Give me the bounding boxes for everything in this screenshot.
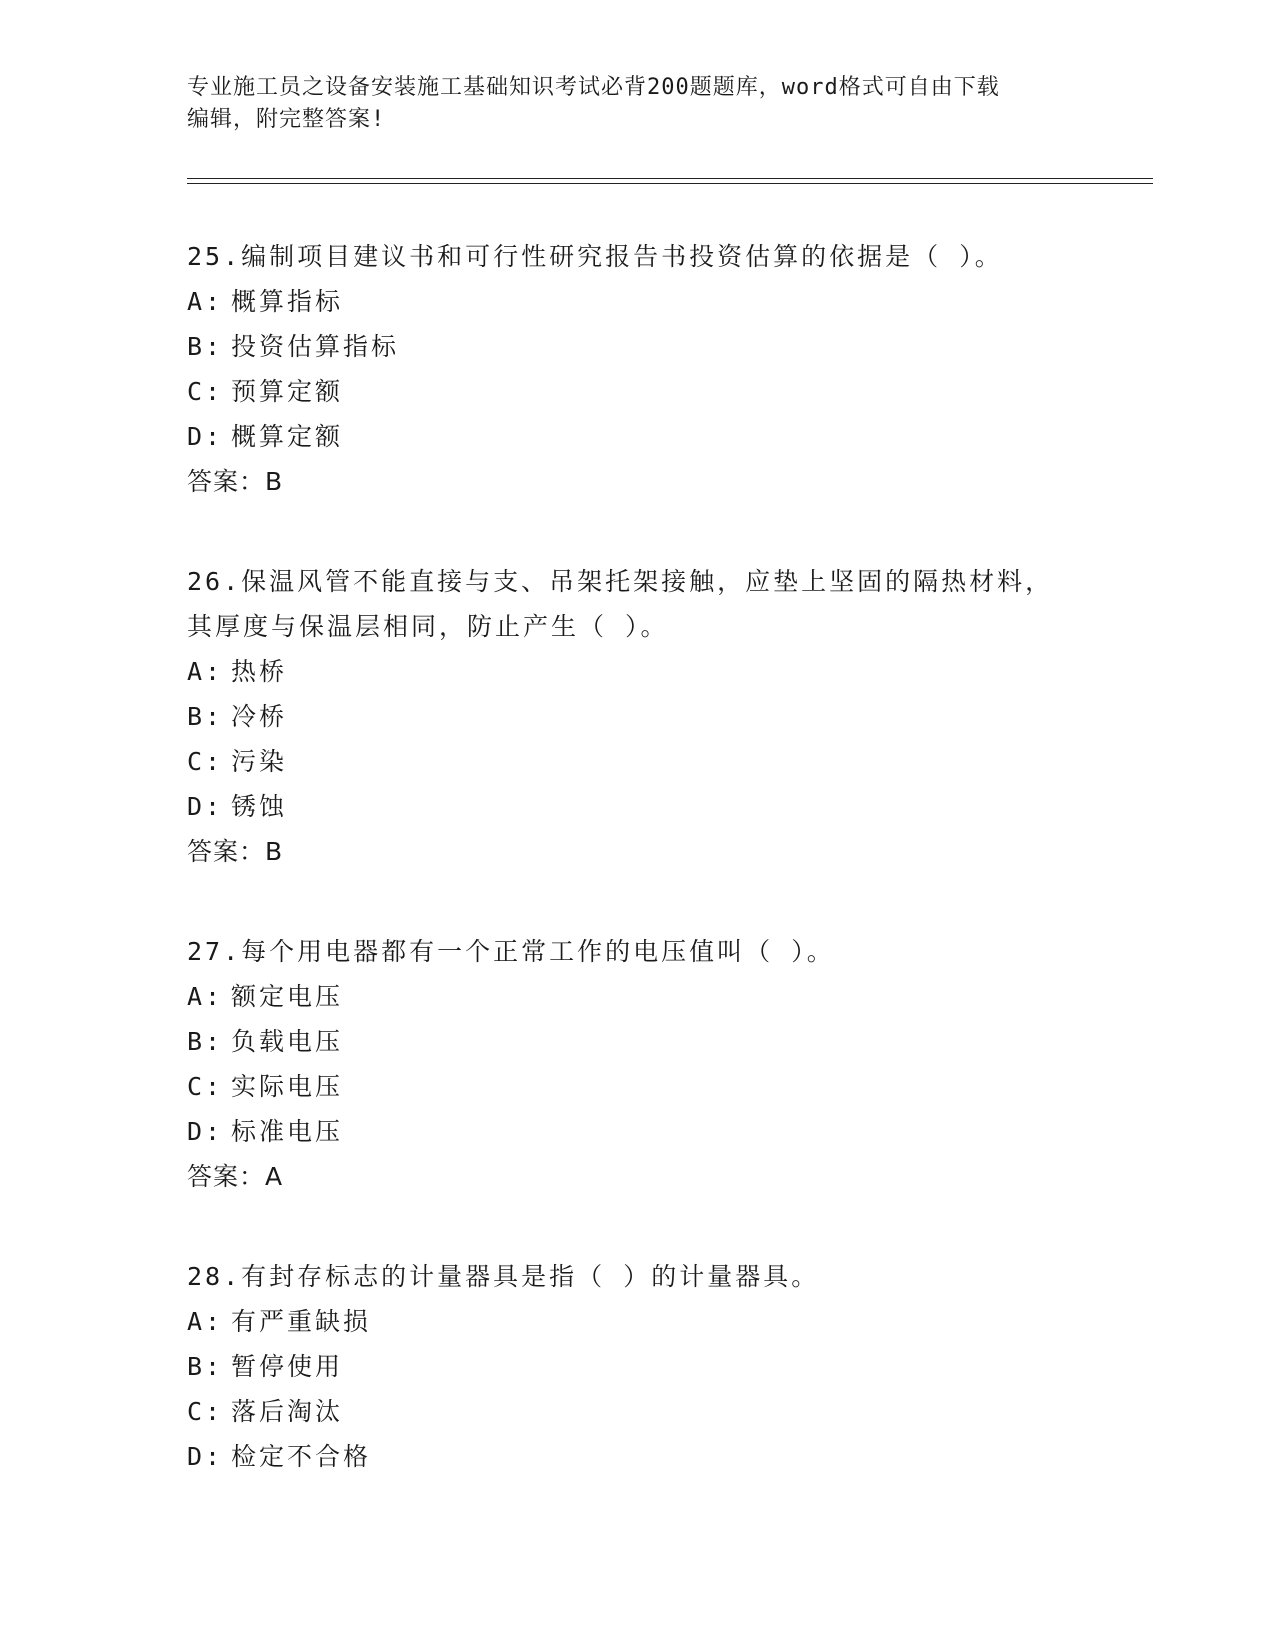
- option-text: 暂停使用: [231, 1352, 344, 1381]
- option-d: [187, 1434, 1087, 1479]
- option-text: 锈蚀: [231, 792, 288, 821]
- option-text: 概算定额: [231, 422, 344, 451]
- option-b: [187, 1344, 1087, 1389]
- option-letter: A:: [187, 1307, 224, 1336]
- option-text: 额定电压: [231, 982, 344, 1011]
- question-list: [187, 234, 1087, 1534]
- option-letter: A:: [187, 657, 224, 686]
- header-divider-bottom: [187, 183, 1153, 184]
- option-c: [187, 1389, 1087, 1434]
- option-text: 预算定额: [231, 377, 344, 406]
- header-line-2: 编辑，附完整答案!: [187, 107, 386, 132]
- header-line-1: 专业施工员之设备安装施工基础知识考试必背200题题库，word格式可自由下载: [187, 75, 1000, 100]
- option-text: 概算指标: [231, 287, 344, 316]
- option-text: 实际电压: [231, 1072, 344, 1101]
- option-d: [187, 1109, 1087, 1154]
- option-d: [187, 784, 1087, 829]
- answer-line: 答案：B: [187, 837, 284, 866]
- option-letter: B:: [187, 1027, 224, 1056]
- option-c: [187, 369, 1087, 414]
- question-stem: 25.编制项目建议书和可行性研究报告书投资估算的依据是（ ）。: [187, 242, 1003, 271]
- option-text: 投资估算指标: [231, 332, 400, 361]
- option-letter: D:: [187, 422, 224, 451]
- option-d: [187, 414, 1087, 459]
- option-letter: C:: [187, 377, 224, 406]
- option-text: 落后淘汰: [231, 1397, 344, 1426]
- option-c: [187, 1064, 1087, 1109]
- option-letter: C:: [187, 747, 224, 776]
- option-letter: A:: [187, 287, 224, 316]
- option-text: 有严重缺损: [231, 1307, 372, 1336]
- option-text: 污染: [231, 747, 288, 776]
- header-divider-top: [187, 178, 1153, 179]
- answer-line: 答案：A: [187, 1162, 284, 1191]
- question-stem: 27.每个用电器都有一个正常工作的电压值叫（ ）。: [187, 937, 835, 966]
- option-b: [187, 324, 1087, 369]
- option-text: 标准电压: [231, 1117, 344, 1146]
- question-stem: 26.保温风管不能直接与支、吊架托架接触，应垫上坚固的隔热材料，: [187, 567, 1054, 596]
- option-letter: B:: [187, 332, 224, 361]
- option-text: 负载电压: [231, 1027, 344, 1056]
- question-25: [187, 234, 1087, 504]
- option-text: 冷桥: [231, 702, 288, 731]
- option-text: 热桥: [231, 657, 288, 686]
- option-letter: B:: [187, 1352, 224, 1381]
- option-a: [187, 649, 1087, 694]
- question-stem-continued: 其厚度与保温层相同，防止产生（ ）。: [187, 612, 669, 641]
- question-27: [187, 929, 1087, 1199]
- answer-line: 答案：B: [187, 467, 284, 496]
- option-c: [187, 739, 1087, 784]
- document-header: [187, 72, 1067, 136]
- option-letter: B:: [187, 702, 224, 731]
- option-letter: D:: [187, 792, 224, 821]
- option-b: [187, 694, 1087, 739]
- option-letter: C:: [187, 1397, 224, 1426]
- option-letter: D:: [187, 1117, 224, 1146]
- option-a: [187, 279, 1087, 324]
- question-26: [187, 559, 1087, 874]
- question-stem: 28.有封存标志的计量器具是指（ ）的计量器具。: [187, 1262, 820, 1291]
- question-28: [187, 1254, 1087, 1479]
- option-letter: A:: [187, 982, 224, 1011]
- option-a: [187, 974, 1087, 1019]
- option-b: [187, 1019, 1087, 1064]
- option-letter: C:: [187, 1072, 224, 1101]
- option-text: 检定不合格: [231, 1442, 372, 1471]
- option-a: [187, 1299, 1087, 1344]
- option-letter: D:: [187, 1442, 224, 1471]
